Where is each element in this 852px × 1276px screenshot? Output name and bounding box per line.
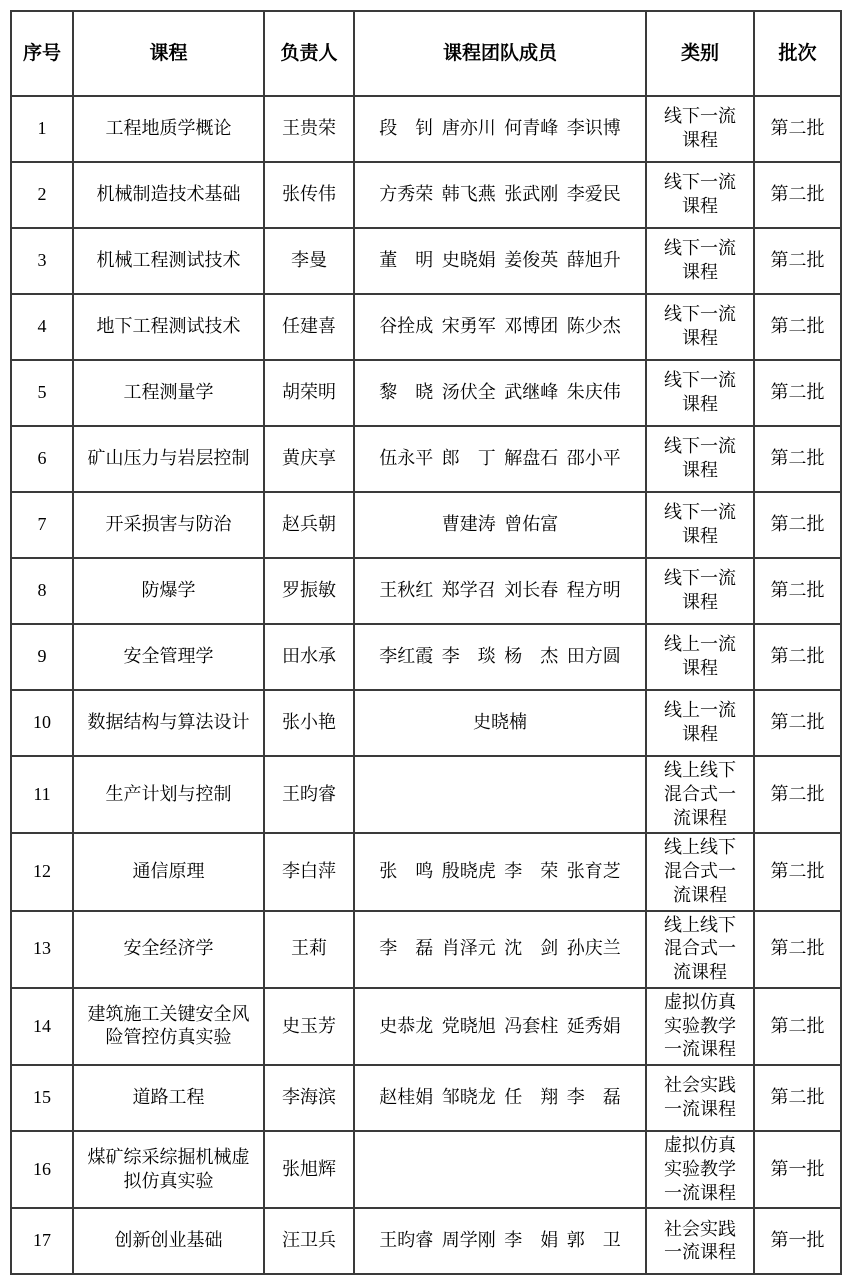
cell-members xyxy=(354,426,646,492)
cell-course xyxy=(73,492,264,558)
cell-leader xyxy=(264,911,354,988)
cell-seq xyxy=(11,1208,73,1274)
cell-batch xyxy=(754,294,841,360)
cell-category xyxy=(646,162,754,228)
cell-course xyxy=(73,162,264,228)
header-category: 类别 xyxy=(646,11,754,96)
table-row xyxy=(11,294,841,360)
cell-category xyxy=(646,1131,754,1208)
cell-members-text: 李红霞 李 琰 杨 杰 田方圆 xyxy=(379,646,621,667)
cell-category-text: 线下一流课程 xyxy=(664,304,736,348)
cell-course-text: 数据结构与算法设计 xyxy=(87,712,250,733)
cell-leader-text: 张小艳 xyxy=(282,712,336,733)
cell-batch xyxy=(754,833,841,910)
cell-members xyxy=(354,756,646,833)
cell-course xyxy=(73,426,264,492)
cell-leader xyxy=(264,833,354,910)
cell-batch-text: 第二批 xyxy=(770,938,825,959)
cell-batch-text: 第二批 xyxy=(770,118,825,139)
cell-members xyxy=(354,96,646,162)
cell-batch xyxy=(754,162,841,228)
cell-seq-text: 9 xyxy=(37,646,47,667)
table-row xyxy=(11,624,841,690)
header-batch: 批次 xyxy=(754,11,841,96)
cell-category-text: 虚拟仿真实验教学一流课程 xyxy=(664,1135,736,1203)
cell-batch xyxy=(754,1131,841,1208)
cell-batch xyxy=(754,988,841,1065)
cell-leader-text: 汪卫兵 xyxy=(282,1230,336,1251)
cell-category xyxy=(646,756,754,833)
cell-category xyxy=(646,833,754,910)
cell-batch-text: 第二批 xyxy=(770,514,825,535)
cell-seq-text: 3 xyxy=(37,250,47,271)
cell-seq xyxy=(11,690,73,756)
cell-course-text: 创新创业基础 xyxy=(114,1230,223,1251)
cell-seq-text: 15 xyxy=(33,1087,51,1108)
table-row xyxy=(11,228,841,294)
cell-leader xyxy=(264,558,354,624)
table-row xyxy=(11,833,841,910)
cell-course-text: 建筑施工关键安全风险管控仿真实验 xyxy=(87,1003,250,1048)
cell-members xyxy=(354,492,646,558)
cell-leader-text: 史玉芳 xyxy=(282,1015,336,1036)
cell-seq xyxy=(11,294,73,360)
cell-members xyxy=(354,911,646,988)
cell-leader-text: 罗振敏 xyxy=(282,580,336,601)
cell-members-text: 伍永平 郎 丁 解盘石 邵小平 xyxy=(379,448,621,469)
cell-leader xyxy=(264,1065,354,1131)
cell-members xyxy=(354,360,646,426)
cell-members xyxy=(354,558,646,624)
cell-seq xyxy=(11,1131,73,1208)
cell-category-text: 线下一流课程 xyxy=(664,568,736,612)
cell-category xyxy=(646,558,754,624)
cell-members xyxy=(354,1065,646,1131)
table-row xyxy=(11,988,841,1065)
cell-category xyxy=(646,624,754,690)
cell-leader-text: 李曼 xyxy=(291,250,327,271)
cell-course xyxy=(73,833,264,910)
cell-batch xyxy=(754,492,841,558)
cell-category-text: 线下一流课程 xyxy=(664,436,736,480)
header-course: 课程 xyxy=(73,11,264,96)
cell-members xyxy=(354,1208,646,1274)
cell-batch-text: 第二批 xyxy=(770,250,825,271)
table-row xyxy=(11,756,841,833)
cell-members-text: 王昀睿 周学刚 李 娟 郭 卫 xyxy=(379,1230,621,1251)
cell-leader xyxy=(264,1208,354,1274)
cell-course-text: 煤矿综采综掘机械虚拟仿真实验 xyxy=(87,1146,250,1191)
cell-category-text: 社会实践一流课程 xyxy=(664,1218,736,1263)
cell-seq-text: 8 xyxy=(37,580,47,601)
cell-course xyxy=(73,624,264,690)
cell-course xyxy=(73,558,264,624)
cell-seq xyxy=(11,833,73,910)
cell-seq-text: 6 xyxy=(37,448,47,469)
cell-batch xyxy=(754,558,841,624)
cell-leader-text: 李海滨 xyxy=(282,1087,336,1108)
cell-members-text: 黎 晓 汤伏全 武继峰 朱庆伟 xyxy=(379,382,621,403)
cell-members xyxy=(354,228,646,294)
table-row xyxy=(11,162,841,228)
cell-category-text: 线下一流课程 xyxy=(664,106,736,150)
cell-course-text: 安全管理学 xyxy=(123,646,214,667)
table-row xyxy=(11,492,841,558)
cell-members-text: 段 钊 唐亦川 何青峰 李识博 xyxy=(379,118,621,139)
cell-batch-text: 第二批 xyxy=(770,1087,825,1108)
cell-course xyxy=(73,1065,264,1131)
cell-batch-text: 第二批 xyxy=(770,861,825,881)
cell-seq-text: 17 xyxy=(33,1230,51,1251)
cell-category-text: 线上线下混合式一流课程 xyxy=(664,837,736,905)
cell-category xyxy=(646,426,754,492)
cell-batch-text: 第二批 xyxy=(770,783,825,804)
table-row xyxy=(11,558,841,624)
header-seq: 序号 xyxy=(11,11,73,96)
cell-leader xyxy=(264,162,354,228)
cell-leader xyxy=(264,756,354,833)
cell-seq-text: 13 xyxy=(33,938,51,959)
cell-batch xyxy=(754,1065,841,1131)
cell-leader xyxy=(264,492,354,558)
table-row xyxy=(11,1208,841,1274)
cell-leader-text: 王莉 xyxy=(291,938,327,959)
cell-members-text: 赵桂娟 邹晓龙 任 翔 李 磊 xyxy=(379,1087,621,1108)
cell-category xyxy=(646,228,754,294)
cell-category xyxy=(646,294,754,360)
cell-seq-text: 10 xyxy=(33,712,51,733)
cell-course-text: 安全经济学 xyxy=(123,938,214,959)
cell-leader-text: 李白萍 xyxy=(282,861,336,881)
cell-course xyxy=(73,756,264,833)
cell-category-text: 线下一流课程 xyxy=(664,238,736,282)
cell-course xyxy=(73,228,264,294)
cell-members xyxy=(354,1131,646,1208)
cell-leader xyxy=(264,988,354,1065)
cell-course-text: 生产计划与控制 xyxy=(105,783,232,804)
cell-course xyxy=(73,1131,264,1208)
cell-members-text: 王秋红 郑学召 刘长春 程方明 xyxy=(379,580,621,601)
cell-seq xyxy=(11,162,73,228)
table-row xyxy=(11,1131,841,1208)
cell-seq xyxy=(11,624,73,690)
cell-leader-text: 胡荣明 xyxy=(282,382,336,403)
cell-leader xyxy=(264,1131,354,1208)
cell-course xyxy=(73,988,264,1065)
cell-members-text: 史晓楠 xyxy=(473,712,527,733)
cell-category-text: 社会实践一流课程 xyxy=(664,1075,736,1119)
cell-batch-text: 第二批 xyxy=(770,316,825,337)
cell-batch-text: 第二批 xyxy=(770,1015,825,1036)
cell-batch xyxy=(754,911,841,988)
cell-leader-text: 王昀睿 xyxy=(282,783,336,804)
cell-batch-text: 第二批 xyxy=(770,184,825,205)
cell-seq xyxy=(11,360,73,426)
cell-batch-text: 第二批 xyxy=(770,580,825,601)
cell-seq-text: 2 xyxy=(37,184,47,205)
cell-members xyxy=(354,988,646,1065)
cell-seq xyxy=(11,558,73,624)
cell-members-text: 曹建涛 曾佑富 xyxy=(441,514,559,535)
cell-category xyxy=(646,988,754,1065)
cell-batch-text: 第二批 xyxy=(770,646,825,667)
cell-batch xyxy=(754,624,841,690)
cell-category xyxy=(646,911,754,988)
cell-leader-text: 黄庆享 xyxy=(282,448,336,469)
cell-members-text: 谷拴成 宋勇军 邓博团 陈少杰 xyxy=(379,316,621,337)
table-header xyxy=(11,11,841,96)
cell-course-text: 防爆学 xyxy=(141,580,196,601)
cell-batch xyxy=(754,96,841,162)
cell-members xyxy=(354,833,646,910)
cell-course xyxy=(73,96,264,162)
cell-leader xyxy=(264,96,354,162)
cell-members xyxy=(354,294,646,360)
cell-course xyxy=(73,1208,264,1274)
cell-batch-text: 第一批 xyxy=(770,1158,825,1179)
cell-seq-text: 1 xyxy=(37,118,47,139)
cell-course-text: 机械工程测试技术 xyxy=(96,250,241,271)
cell-seq-text: 7 xyxy=(37,514,47,535)
cell-members xyxy=(354,624,646,690)
cell-members-text: 张 鸣 殷晓虎 李 荣 张育芝 xyxy=(379,861,621,881)
cell-course xyxy=(73,690,264,756)
cell-batch-text: 第二批 xyxy=(770,712,825,733)
cell-course-text: 道路工程 xyxy=(132,1087,205,1108)
cell-course-text: 通信原理 xyxy=(132,861,205,881)
cell-batch-text: 第一批 xyxy=(770,1230,825,1251)
cell-seq-text: 16 xyxy=(33,1158,51,1179)
cell-leader xyxy=(264,690,354,756)
cell-members-text: 史恭龙 党晓旭 冯套柱 延秀娟 xyxy=(379,1015,621,1036)
cell-leader-text: 王贵荣 xyxy=(282,118,336,139)
cell-leader xyxy=(264,294,354,360)
cell-course-text: 工程测量学 xyxy=(123,382,214,403)
cell-category-text: 线上线下混合式一流课程 xyxy=(664,914,736,982)
cell-category xyxy=(646,1065,754,1131)
cell-seq-text: 12 xyxy=(33,861,51,881)
cell-course xyxy=(73,294,264,360)
cell-batch-text: 第二批 xyxy=(770,448,825,469)
cell-members xyxy=(354,162,646,228)
table-row xyxy=(11,690,841,756)
cell-course-text: 机械制造技术基础 xyxy=(96,184,241,205)
cell-course xyxy=(73,360,264,426)
course-table xyxy=(10,10,842,1275)
cell-course-text: 地下工程测试技术 xyxy=(96,316,241,337)
cell-seq xyxy=(11,911,73,988)
cell-seq xyxy=(11,988,73,1065)
cell-batch xyxy=(754,1208,841,1274)
cell-seq xyxy=(11,1065,73,1131)
cell-category-text: 线下一流课程 xyxy=(664,502,736,546)
cell-leader-text: 任建喜 xyxy=(282,316,336,337)
table-body xyxy=(11,96,841,1274)
cell-batch xyxy=(754,228,841,294)
cell-leader xyxy=(264,426,354,492)
cell-seq-text: 14 xyxy=(33,1015,51,1036)
cell-seq-text: 11 xyxy=(33,783,51,804)
cell-batch xyxy=(754,756,841,833)
cell-course-text: 矿山压力与岩层控制 xyxy=(87,448,250,469)
cell-course-text: 工程地质学概论 xyxy=(105,118,232,139)
cell-category-text: 线上一流课程 xyxy=(664,634,736,678)
cell-leader xyxy=(264,624,354,690)
header-members: 课程团队成员 xyxy=(354,11,646,96)
cell-seq xyxy=(11,228,73,294)
cell-seq-text: 5 xyxy=(37,382,47,403)
cell-category-text: 线下一流课程 xyxy=(664,172,736,216)
cell-batch xyxy=(754,690,841,756)
cell-members-text: 董 明 史晓娟 姜俊英 薛旭升 xyxy=(379,250,621,271)
header-row xyxy=(11,11,841,96)
cell-leader-text: 张旭辉 xyxy=(282,1158,336,1179)
table-row xyxy=(11,911,841,988)
cell-category xyxy=(646,360,754,426)
cell-seq xyxy=(11,426,73,492)
cell-leader-text: 田水承 xyxy=(282,646,336,667)
cell-category xyxy=(646,96,754,162)
cell-category xyxy=(646,690,754,756)
cell-category-text: 线上一流课程 xyxy=(664,700,736,744)
cell-members xyxy=(354,690,646,756)
cell-batch xyxy=(754,426,841,492)
cell-category-text: 线下一流课程 xyxy=(664,370,736,414)
cell-category xyxy=(646,1208,754,1274)
cell-course-text: 开采损害与防治 xyxy=(105,514,232,535)
table-row xyxy=(11,1065,841,1131)
cell-category-text: 线上线下混合式一流课程 xyxy=(664,760,736,828)
cell-members-text: 李 磊 肖泽元 沈 剑 孙庆兰 xyxy=(379,938,621,959)
cell-members-text: 方秀荣 韩飞燕 张武刚 李爱民 xyxy=(379,184,621,205)
cell-leader-text: 张传伟 xyxy=(282,184,336,205)
cell-category xyxy=(646,492,754,558)
cell-leader xyxy=(264,228,354,294)
cell-course xyxy=(73,911,264,988)
cell-seq xyxy=(11,756,73,833)
header-leader: 负责人 xyxy=(264,11,354,96)
cell-leader-text: 赵兵朝 xyxy=(282,514,336,535)
cell-seq-text: 4 xyxy=(37,316,47,337)
cell-seq xyxy=(11,492,73,558)
cell-category-text: 虚拟仿真实验教学一流课程 xyxy=(664,991,736,1060)
cell-batch xyxy=(754,360,841,426)
cell-batch-text: 第二批 xyxy=(770,382,825,403)
table-row xyxy=(11,360,841,426)
cell-seq xyxy=(11,96,73,162)
cell-leader xyxy=(264,360,354,426)
table-row xyxy=(11,426,841,492)
table-row xyxy=(11,96,841,162)
